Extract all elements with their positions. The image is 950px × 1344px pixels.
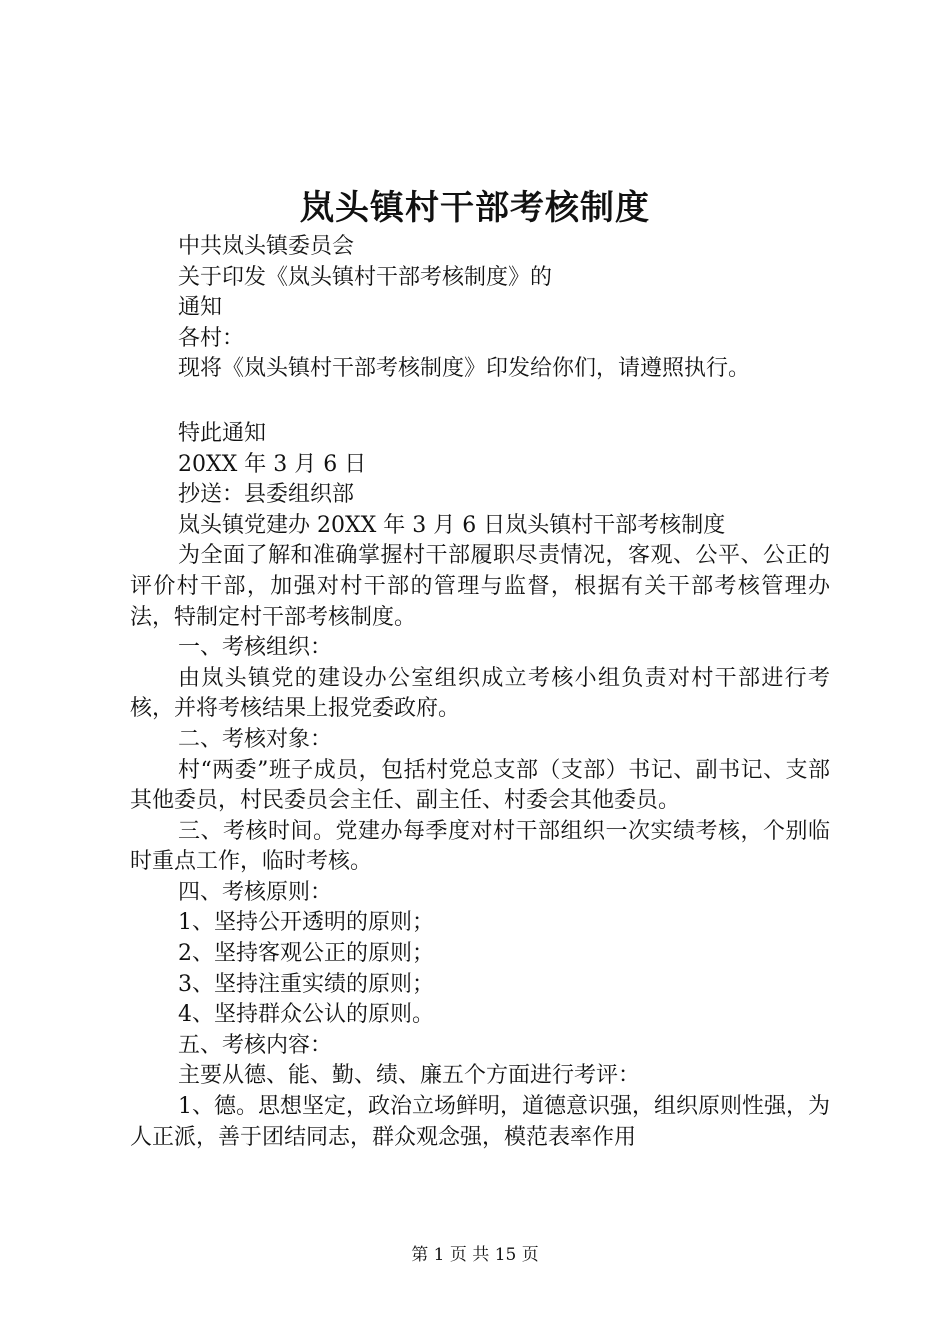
page-indicator: 第 1 页 共 15 页 — [411, 1245, 539, 1265]
section-5-heading: 五、考核内容： — [178, 1032, 333, 1058]
section-4-heading: 四、考核原则： — [178, 879, 333, 905]
principle-3: 3、坚持注重实绩的原则； — [178, 971, 434, 997]
section-1-body: 由岚头镇党的建设办公室组织成立考核小组负责对村干部进行考核，并将考核结果上报党委政府。 — [130, 665, 830, 722]
section-5-intro: 主要从德、能、勤、绩、廉五个方面进行考评： — [178, 1063, 641, 1089]
section-1-heading: 一、考核组织： — [178, 635, 333, 661]
notice-title-line-2: 通知 — [178, 295, 223, 321]
notice-date: 20XX 年 3 月 6 日 — [178, 451, 367, 477]
principle-4: 4、坚持群众公认的原则。 — [178, 1002, 434, 1028]
document-title: 岚头镇村干部考核制度 — [300, 188, 650, 228]
intro-paragraph: 为全面了解和准确掌握村干部履职尽责情况，客观、公平、公正的评价村干部，加强对村干部的管理与监督，根据有关干部考核管理办法，特制定村干部考核制度。 — [130, 543, 830, 630]
closing: 特此通知 — [178, 420, 267, 446]
issuer: 中共岚头镇委员会 — [178, 234, 355, 259]
cc-line: 抄送：县委组织部 — [178, 482, 355, 508]
notice-body: 现将《岚头镇村干部考核制度》印发给你们，请遵照执行。 — [178, 356, 751, 382]
section-3-body: 三、考核时间。党建办每季度对村干部组织一次实绩考核，个别临时重点工作，临时考核。 — [130, 818, 830, 875]
principle-1: 1、坚持公开透明的原则； — [178, 910, 434, 936]
content-item-1: 1、德。思想坚定，政治立场鲜明，道德意识强，组织原则性强，为人正派，善于团结同志，群众观念强，模范表率作用 — [130, 1094, 830, 1150]
issuer-line: 岚头镇党建办 20XX 年 3 月 6 日岚头镇村干部考核制度 — [178, 512, 726, 538]
document-body — [130, 232, 830, 1153]
section-2-heading: 二、考核对象： — [178, 726, 333, 752]
spacer — [130, 385, 830, 419]
notice-title-line-1: 关于印发《岚头镇村干部考核制度》的 — [178, 264, 553, 290]
salutation: 各村： — [178, 325, 245, 351]
principle-2: 2、坚持客观公正的原则； — [178, 941, 434, 967]
section-2-body: 村“两委”班子成员，包括村党总支部（支部）书记、副书记、支部其他委员，村民委员会主任、副主任、村委会其他委员。 — [130, 757, 830, 814]
